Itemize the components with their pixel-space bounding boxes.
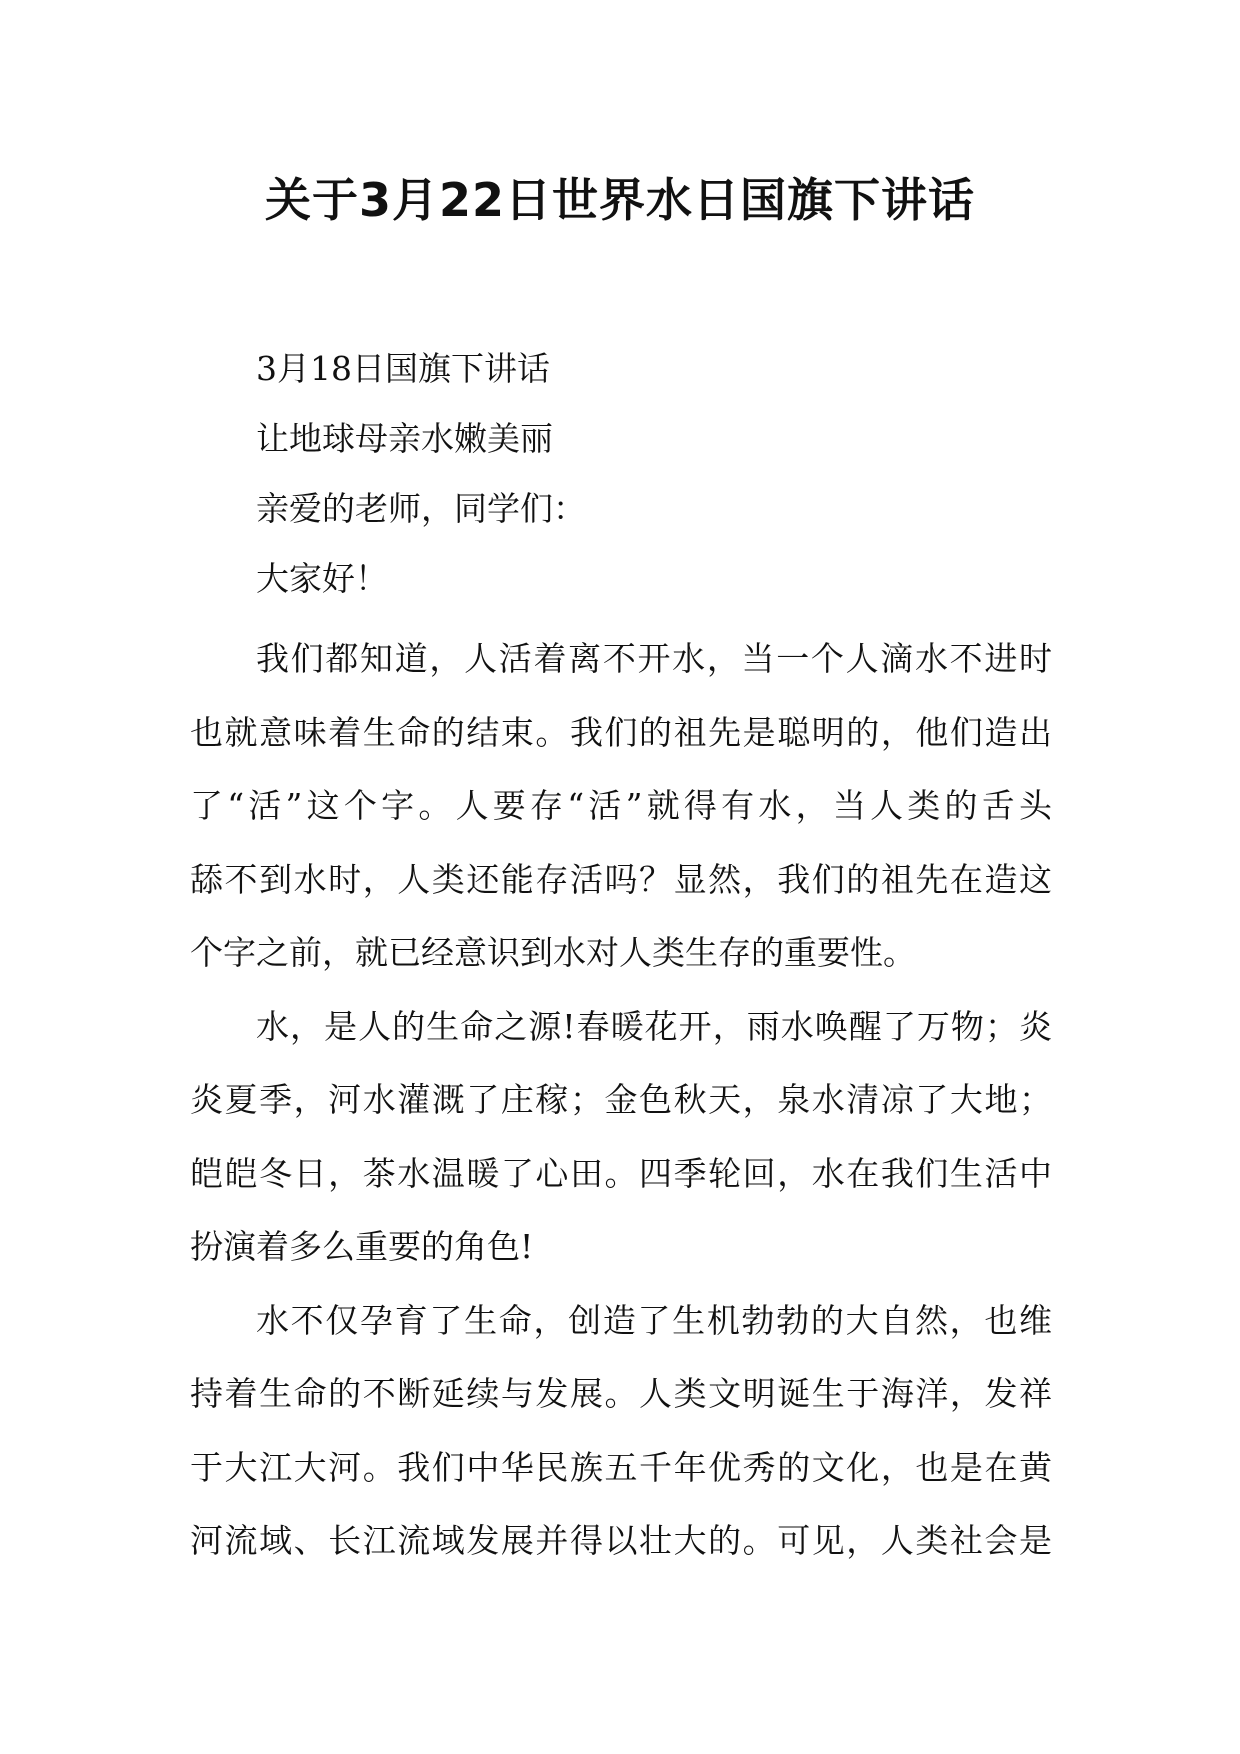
paragraph-line: 了“活”这个字。人要存“活”就得有水，当人类的舌头 [190, 786, 1052, 825]
greeting-line: 大家好！ [256, 559, 388, 598]
paragraph-line: 皑皑冬日，茶水温暖了心田。四季轮回，水在我们生活中 [190, 1153, 1052, 1193]
document-body [190, 334, 1052, 1578]
paragraph-line: 水不仅孕育了生命，创造了生机勃勃的大自然，也维 [256, 1300, 1052, 1340]
salutation-line: 亲爱的老师，同学们： [256, 489, 586, 528]
paragraph-line: 持着生命的不断延续与发展。人类文明诞生于海洋，发祥 [190, 1374, 1052, 1413]
paragraph-line: 河流域、长江流域发展并得以壮大的。可见，人类社会是 [190, 1521, 1052, 1560]
paragraph-2 [190, 990, 1052, 1284]
paragraph-line: 我们都知道，人活着离不开水，当一个人滴水不进时 [256, 639, 1052, 678]
paragraph-line: 于大江大河。我们中华民族五千年优秀的文化，也是在黄 [190, 1447, 1052, 1487]
speech-title-line: 让地球母亲水嫩美丽 [256, 419, 553, 458]
subtitle-date-line: 3月18日国旗下讲话 [256, 349, 550, 388]
paragraph-line: 扮演着多么重要的角色! [190, 1227, 534, 1266]
paragraph-line: 个字之前，就已经意识到水对人类生存的重要性。 [190, 933, 916, 972]
paragraph-line: 也就意味着生命的结束。我们的祖先是聪明的，他们造出 [190, 712, 1052, 752]
document-title: 关于3月22日世界水日国旗下讲话 [264, 173, 976, 227]
paragraph-1 [190, 622, 1052, 990]
paragraph-line: 炎夏季，河水灌溉了庄稼；金色秋天，泉水清凉了大地； [190, 1080, 1052, 1119]
paragraph-3 [190, 1284, 1052, 1578]
paragraph-line: 水，是人的生命之源!春暖花开，雨水唤醒了万物；炎 [256, 1006, 1052, 1046]
paragraph-line: 舔不到水时，人类还能存活吗？显然，我们的祖先在造这 [190, 859, 1052, 899]
